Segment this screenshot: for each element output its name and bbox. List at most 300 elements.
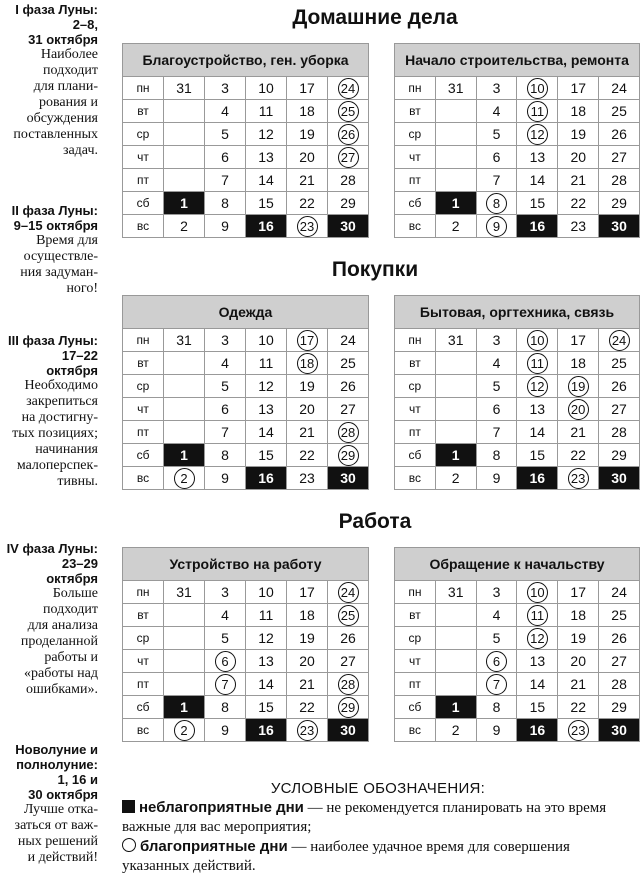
legend-title: УСЛОВНЫЕ ОБОЗНАЧЕНИЯ:	[270, 780, 486, 797]
day-cell: 15	[246, 444, 287, 467]
day-cell: 12	[246, 375, 287, 398]
favorable-day: 7	[215, 674, 236, 695]
favorable-day-cell	[164, 467, 205, 490]
weekday-label: чт	[123, 650, 164, 673]
unfavorable-day: 1	[164, 192, 205, 215]
empty-cell	[435, 100, 476, 123]
day-cell: 2	[435, 467, 476, 490]
calendar-row	[123, 329, 369, 352]
favorable-day: 7	[486, 674, 507, 695]
weekday-label: ср	[123, 123, 164, 146]
day-cell: 23	[287, 467, 328, 490]
empty-cell	[164, 604, 205, 627]
moon-phase-1	[0, 2, 98, 159]
moon-phase-5	[0, 742, 98, 866]
weekday-label: чт	[395, 398, 436, 421]
weekday-label: вс	[395, 719, 436, 742]
empty-cell	[435, 146, 476, 169]
day-cell: 2	[435, 215, 476, 238]
day-cell: 29	[599, 696, 640, 719]
legend-bad-label: неблагоприятные дни	[139, 799, 304, 816]
day-cell: 18	[558, 604, 599, 627]
day-cell: 9	[205, 467, 246, 490]
moon-phase-title: II фаза Луны: 9–15 октября	[11, 203, 98, 233]
day-cell: 19	[287, 375, 328, 398]
favorable-day-cell	[287, 329, 328, 352]
favorable-day: 2	[174, 468, 195, 489]
day-cell: 11	[246, 352, 287, 375]
circle-icon	[122, 838, 136, 852]
empty-cell	[164, 169, 205, 192]
day-cell: 15	[517, 444, 558, 467]
day-cell: 11	[246, 100, 287, 123]
moon-phase-title: III фаза Луны: 17–22 октября	[8, 333, 98, 378]
favorable-day-cell	[517, 77, 558, 100]
day-cell: 15	[517, 192, 558, 215]
unfavorable-day: 30	[599, 719, 640, 742]
calendar-row	[395, 719, 640, 742]
day-cell: 13	[517, 146, 558, 169]
calendar-row	[123, 123, 369, 146]
day-cell: 4	[205, 352, 246, 375]
unfavorable-day: 16	[246, 719, 287, 742]
calendar-row	[395, 650, 640, 673]
day-cell: 12	[246, 627, 287, 650]
calendar-row	[395, 421, 640, 444]
favorable-day: 29	[338, 445, 359, 466]
calendar-row	[123, 146, 369, 169]
favorable-day: 11	[527, 353, 548, 374]
calendar-row	[395, 673, 640, 696]
calendar-table	[394, 547, 640, 742]
day-cell: 19	[287, 123, 328, 146]
weekday-label: вт	[395, 604, 436, 627]
weekday-label: чт	[123, 146, 164, 169]
favorable-day: 27	[338, 147, 359, 168]
calendar-row	[123, 192, 369, 215]
moon-phase-title: I фаза Луны: 2–8, 31 октября	[15, 2, 98, 47]
weekday-label: сб	[395, 696, 436, 719]
day-cell: 14	[517, 673, 558, 696]
day-cell: 20	[287, 146, 328, 169]
day-cell: 8	[476, 696, 517, 719]
empty-cell	[164, 352, 205, 375]
calendar-table	[394, 43, 640, 238]
favorable-day: 23	[568, 720, 589, 741]
day-cell: 12	[246, 123, 287, 146]
weekday-label: пт	[395, 673, 436, 696]
favorable-day: 20	[568, 399, 589, 420]
day-cell: 15	[246, 192, 287, 215]
day-cell: 27	[599, 650, 640, 673]
day-cell: 25	[599, 604, 640, 627]
calendar-row	[395, 77, 640, 100]
weekday-label: пн	[123, 581, 164, 604]
unfavorable-day: 16	[246, 467, 287, 490]
favorable-day-cell	[328, 673, 369, 696]
empty-cell	[435, 398, 476, 421]
favorable-day: 6	[486, 651, 507, 672]
day-cell: 4	[476, 604, 517, 627]
unfavorable-day: 1	[435, 444, 476, 467]
day-cell: 21	[558, 673, 599, 696]
day-cell: 8	[205, 192, 246, 215]
calendar-row	[123, 627, 369, 650]
weekday-label: вт	[395, 100, 436, 123]
day-cell: 3	[205, 581, 246, 604]
day-cell: 4	[205, 100, 246, 123]
calendar-row	[395, 192, 640, 215]
favorable-day: 11	[527, 101, 548, 122]
day-cell: 17	[558, 329, 599, 352]
day-cell: 29	[328, 192, 369, 215]
weekday-label: вс	[123, 719, 164, 742]
calendar-row	[123, 650, 369, 673]
weekday-label: пт	[395, 169, 436, 192]
favorable-day: 8	[486, 193, 507, 214]
weekday-label: вс	[123, 215, 164, 238]
favorable-day-cell	[328, 100, 369, 123]
weekday-label: вт	[123, 352, 164, 375]
calendar-title: Обращение к начальству	[395, 548, 640, 581]
day-cell: 4	[476, 352, 517, 375]
weekday-label: пн	[123, 329, 164, 352]
favorable-day: 6	[215, 651, 236, 672]
day-cell: 24	[328, 329, 369, 352]
day-cell: 20	[558, 650, 599, 673]
day-cell: 13	[246, 146, 287, 169]
day-cell: 31	[435, 329, 476, 352]
favorable-day-cell	[599, 329, 640, 352]
day-cell: 22	[287, 444, 328, 467]
weekday-label: вс	[123, 467, 164, 490]
favorable-day: 11	[527, 605, 548, 626]
day-cell: 28	[328, 169, 369, 192]
empty-cell	[164, 146, 205, 169]
moon-phase-3	[0, 333, 98, 490]
day-cell: 9	[476, 467, 517, 490]
calendar-row	[123, 421, 369, 444]
day-cell: 24	[599, 77, 640, 100]
black-square-icon	[122, 800, 135, 813]
day-cell: 22	[287, 696, 328, 719]
empty-cell	[435, 169, 476, 192]
empty-cell	[435, 375, 476, 398]
moon-phase-title: Новолуние и полнолуние: 1, 16 и 30 октября	[15, 742, 98, 802]
weekday-label: чт	[395, 650, 436, 673]
favorable-day-cell	[328, 146, 369, 169]
day-cell: 17	[558, 581, 599, 604]
weekday-label: ср	[395, 627, 436, 650]
day-cell: 22	[558, 444, 599, 467]
day-cell: 11	[246, 604, 287, 627]
unfavorable-day: 1	[435, 192, 476, 215]
day-cell: 27	[328, 398, 369, 421]
day-cell: 13	[517, 650, 558, 673]
weekday-label: сб	[123, 444, 164, 467]
weekday-label: сб	[123, 696, 164, 719]
weekday-label: чт	[395, 146, 436, 169]
day-cell: 20	[287, 650, 328, 673]
weekday-label: сб	[395, 444, 436, 467]
day-cell: 26	[599, 627, 640, 650]
weekday-label: ср	[123, 375, 164, 398]
moon-phase-text: Время для осуществле- ния задуман- ного!	[20, 233, 98, 296]
moon-phase-title: IV фаза Луны: 23–29 октября	[6, 541, 98, 586]
moon-phase-4	[0, 541, 98, 698]
day-cell: 24	[599, 581, 640, 604]
day-cell: 5	[476, 627, 517, 650]
favorable-day-cell	[517, 604, 558, 627]
moon-phase-text: Больше подходит для анализа проделанной работы и «работы над ошибками».	[20, 586, 98, 697]
day-cell: 20	[287, 398, 328, 421]
day-cell: 6	[476, 398, 517, 421]
favorable-day: 24	[338, 78, 359, 99]
calendar-row	[395, 581, 640, 604]
unfavorable-day: 30	[599, 215, 640, 238]
day-cell: 4	[476, 100, 517, 123]
legend-good	[122, 837, 634, 876]
favorable-day-cell	[287, 215, 328, 238]
calendar-table	[122, 43, 369, 238]
empty-cell	[435, 673, 476, 696]
empty-cell	[435, 650, 476, 673]
favorable-day: 23	[297, 720, 318, 741]
moon-phase-text: Необходимо закрепиться на достигну- тых позициях; начинания малоперспек- тивны.	[12, 378, 98, 489]
day-cell: 29	[599, 444, 640, 467]
day-cell: 6	[205, 398, 246, 421]
favorable-day-cell	[328, 696, 369, 719]
favorable-day: 28	[338, 422, 359, 443]
calendar-row	[123, 100, 369, 123]
day-cell: 21	[558, 169, 599, 192]
calendar-row	[395, 444, 640, 467]
weekday-label: пн	[123, 77, 164, 100]
empty-cell	[435, 627, 476, 650]
calendar-row	[395, 696, 640, 719]
legend-bad	[122, 798, 634, 837]
favorable-day-cell	[328, 421, 369, 444]
favorable-day-cell	[558, 398, 599, 421]
favorable-day: 25	[338, 605, 359, 626]
day-cell: 10	[246, 329, 287, 352]
calendar-title: Начало строительства, ремонта	[395, 44, 640, 77]
calendar-row	[395, 123, 640, 146]
day-cell: 2	[164, 215, 205, 238]
favorable-day-cell	[517, 329, 558, 352]
favorable-day: 10	[527, 330, 548, 351]
favorable-day: 10	[527, 78, 548, 99]
day-cell: 22	[287, 192, 328, 215]
unfavorable-day: 1	[435, 696, 476, 719]
day-cell: 25	[599, 100, 640, 123]
weekday-label: вс	[395, 215, 436, 238]
day-cell: 14	[246, 673, 287, 696]
empty-cell	[164, 673, 205, 696]
weekday-label: сб	[395, 192, 436, 215]
day-cell: 10	[246, 581, 287, 604]
day-cell: 23	[558, 215, 599, 238]
weekday-label: вт	[395, 352, 436, 375]
day-cell: 3	[205, 77, 246, 100]
unfavorable-day: 16	[517, 719, 558, 742]
day-cell: 21	[558, 421, 599, 444]
weekday-label: пн	[395, 581, 436, 604]
unfavorable-day: 16	[246, 215, 287, 238]
calendar-row	[395, 398, 640, 421]
favorable-day: 18	[297, 353, 318, 374]
day-cell: 5	[205, 375, 246, 398]
day-cell: 22	[558, 192, 599, 215]
weekday-label: сб	[123, 192, 164, 215]
favorable-day: 19	[568, 376, 589, 397]
favorable-day: 23	[297, 216, 318, 237]
day-cell: 9	[205, 215, 246, 238]
favorable-day: 29	[338, 697, 359, 718]
favorable-day-cell	[476, 192, 517, 215]
legend-good-text: — наиболее удачное время для совершения указанных действий.	[122, 839, 570, 874]
empty-cell	[435, 352, 476, 375]
day-cell: 10	[246, 77, 287, 100]
day-cell: 13	[246, 398, 287, 421]
favorable-day-cell	[287, 719, 328, 742]
day-cell: 27	[599, 398, 640, 421]
section-title: Домашние дела	[292, 6, 458, 29]
calendar-row	[123, 673, 369, 696]
unfavorable-day: 30	[599, 467, 640, 490]
day-cell: 6	[476, 146, 517, 169]
favorable-day-cell	[328, 604, 369, 627]
day-cell: 25	[599, 352, 640, 375]
calendar-row	[395, 215, 640, 238]
day-cell: 26	[328, 375, 369, 398]
day-cell: 13	[517, 398, 558, 421]
day-cell: 18	[558, 352, 599, 375]
favorable-day-cell	[476, 673, 517, 696]
day-cell: 26	[599, 123, 640, 146]
moon-phase-text: Лучше отка- заться от важ- ных решений и действий!	[14, 802, 98, 865]
day-cell: 3	[205, 329, 246, 352]
weekday-label: пт	[123, 169, 164, 192]
calendar-table	[122, 547, 369, 742]
day-cell: 17	[558, 77, 599, 100]
unfavorable-day: 16	[517, 467, 558, 490]
favorable-day: 17	[297, 330, 318, 351]
favorable-day: 26	[338, 124, 359, 145]
unfavorable-day: 1	[164, 696, 205, 719]
weekday-label: пт	[123, 421, 164, 444]
day-cell: 26	[328, 627, 369, 650]
day-cell: 19	[558, 627, 599, 650]
calendar-row	[123, 77, 369, 100]
favorable-day: 12	[527, 376, 548, 397]
calendar-row	[395, 169, 640, 192]
day-cell: 14	[246, 421, 287, 444]
day-cell: 18	[287, 604, 328, 627]
calendar-title: Одежда	[123, 296, 369, 329]
day-cell: 27	[599, 146, 640, 169]
day-cell: 27	[328, 650, 369, 673]
day-cell: 20	[558, 146, 599, 169]
calendar-row	[123, 444, 369, 467]
favorable-day-cell	[205, 650, 246, 673]
calendar-title: Бытовая, оргтехника, связь	[395, 296, 640, 329]
empty-cell	[164, 627, 205, 650]
section-title: Покупки	[331, 258, 419, 281]
empty-cell	[164, 123, 205, 146]
favorable-day: 10	[527, 582, 548, 603]
favorable-day-cell	[328, 581, 369, 604]
favorable-day-cell	[558, 375, 599, 398]
weekday-label: пт	[395, 421, 436, 444]
favorable-day: 25	[338, 101, 359, 122]
weekday-label: пн	[395, 329, 436, 352]
day-cell: 18	[287, 100, 328, 123]
calendar-table	[394, 295, 640, 490]
favorable-day-cell	[517, 375, 558, 398]
empty-cell	[164, 375, 205, 398]
favorable-day-cell	[517, 352, 558, 375]
empty-cell	[435, 123, 476, 146]
calendar-table	[122, 295, 369, 490]
calendar-row	[395, 467, 640, 490]
day-cell: 31	[164, 77, 205, 100]
favorable-day: 28	[338, 674, 359, 695]
favorable-day: 24	[609, 330, 630, 351]
day-cell: 31	[164, 581, 205, 604]
day-cell: 7	[476, 421, 517, 444]
day-cell: 9	[205, 719, 246, 742]
calendar-row	[395, 604, 640, 627]
calendar-row	[395, 352, 640, 375]
weekday-label: чт	[123, 398, 164, 421]
legend-good-label: благоприятные дни	[140, 838, 288, 855]
day-cell: 31	[164, 329, 205, 352]
unfavorable-day: 30	[328, 215, 369, 238]
favorable-day: 24	[338, 582, 359, 603]
weekday-label: вт	[123, 604, 164, 627]
day-cell: 6	[205, 146, 246, 169]
favorable-day-cell	[328, 444, 369, 467]
favorable-day-cell	[476, 215, 517, 238]
day-cell: 5	[476, 375, 517, 398]
day-cell: 2	[435, 719, 476, 742]
favorable-day: 23	[568, 468, 589, 489]
favorable-day-cell	[476, 650, 517, 673]
day-cell: 19	[558, 123, 599, 146]
day-cell: 21	[287, 421, 328, 444]
day-cell: 4	[205, 604, 246, 627]
moon-phase-2	[0, 203, 98, 297]
empty-cell	[435, 421, 476, 444]
day-cell: 22	[558, 696, 599, 719]
day-cell: 31	[435, 581, 476, 604]
calendar-title: Благоустройство, ген. уборка	[123, 44, 369, 77]
day-cell: 21	[287, 673, 328, 696]
day-cell: 7	[205, 421, 246, 444]
calendar-row	[395, 100, 640, 123]
weekday-label: вс	[395, 467, 436, 490]
empty-cell	[164, 421, 205, 444]
empty-cell	[164, 398, 205, 421]
favorable-day-cell	[164, 719, 205, 742]
calendar-row	[123, 352, 369, 375]
weekday-label: ср	[395, 123, 436, 146]
favorable-day-cell	[517, 100, 558, 123]
unfavorable-day: 30	[328, 719, 369, 742]
calendar-row	[395, 329, 640, 352]
favorable-day-cell	[287, 352, 328, 375]
